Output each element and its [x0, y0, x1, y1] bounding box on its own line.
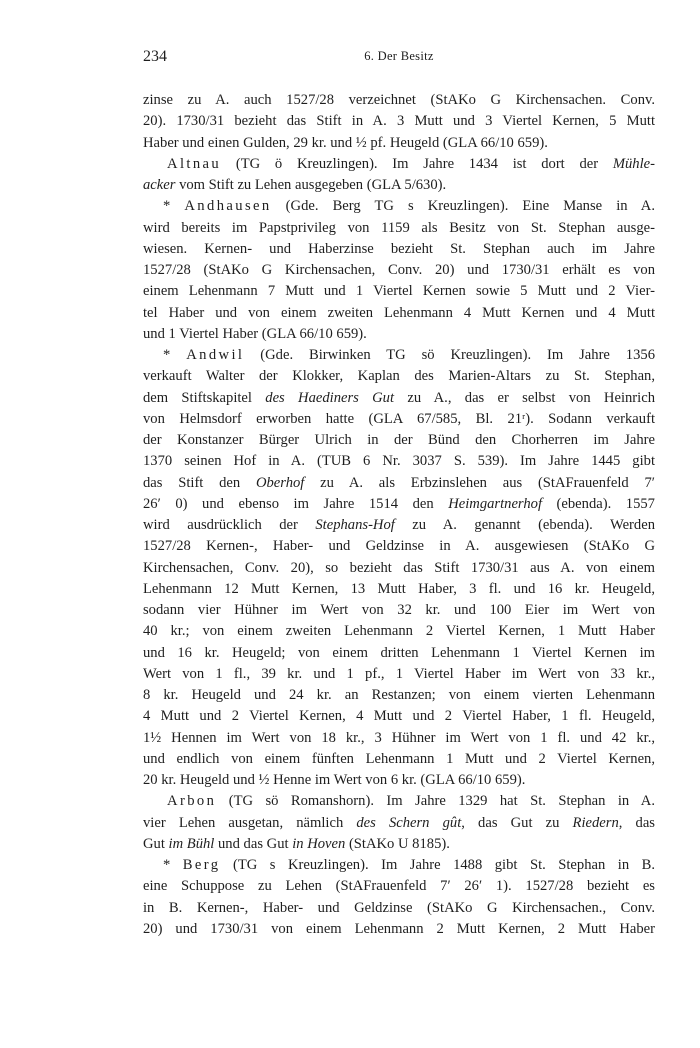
text-line: * Andhausen (Gde. Berg TG s Kreuzlingen). Eine Manse in A.	[163, 198, 655, 215]
text-line: 1370 seinen Hof in A. (TUB 6 Nr. 3037 S. 539). Im Jahre 1445 gibt	[143, 453, 655, 470]
text-line: 20). 1730/31 bezieht das Stift in A. 3 Mutt und 3 Viertel Kernen, 5 Mutt	[143, 113, 655, 130]
text-line: Haber und einen Gulden, 29 kr. und ½ pf. Heugeld (GLA 66/10 659).	[143, 134, 548, 151]
text-line: in B. Kernen-, Haber- und Geldzinse (StAKo G Kirchensachen., Conv.	[143, 899, 655, 916]
text-line: 20) und 1730/31 von einem Lehenmann 2 Mutt Kernen, 2 Mutt Haber	[143, 920, 655, 937]
text-line: wiesen. Kernen- und Haberzinse bezieht St. Stephan auch im Jahre	[143, 240, 655, 257]
text-line: 1527/28 (StAKo G Kirchensachen, Conv. 20) und 1730/31 erhält es von	[143, 262, 655, 278]
body-text	[143, 90, 655, 940]
text-line: eine Schuppose zu Lehen (StAFrauenfeld 7′ 26′ 1). 1527/28 bezieht es	[143, 878, 655, 895]
running-title: 6. Der Besitz	[364, 49, 434, 63]
text-line: Kirchensachen, Conv. 20), so bezieht das Stift 1730/31 aus A. von einem	[143, 559, 655, 576]
text-line: zinse zu A. auch 1527/28 verzeichnet (StAKo G Kirchensachen. Conv.	[143, 92, 655, 108]
text-line: acker vom Stift zu Lehen ausgegeben (GLA 5/630).	[143, 177, 447, 193]
text-line: 26′ 0) und ebenso im Jahre 1514 den Heimgartnerhof (ebenda). 1557	[143, 495, 655, 512]
text-line: der Konstanzer Bürger Ulrich in der Bünd den Chorherren im Jahre	[143, 432, 655, 448]
text-line: 1½ Hennen im Wert von 18 kr., 3 Hühner im Wert von 1 fl. und 42 kr.,	[143, 729, 655, 746]
text-line: dem Stiftskapitel des Haediners Gut zu A., das er selbst von Heinrich	[143, 389, 655, 406]
text-line: * Andwil (Gde. Birwinken TG sö Kreuzlingen). Im Jahre 1356	[163, 347, 655, 363]
text-line: Arbon (TG sö Romanshorn). Im Jahre 1329 hat St. Stephan in A.	[167, 793, 655, 810]
text-line: das Stift den Oberhof zu A. als Erbzinslehen aus (StAFrauenfeld 7′	[143, 474, 655, 491]
text-line: wird ausdrücklich der Stephans-Hof zu A. genannt (ebenda). Werden	[143, 517, 655, 533]
text-line: wird bereits im Papstprivileg von 1159 als Besitz von St. Stephan ausge-	[143, 219, 655, 236]
text-line: Altnau (TG ö Kreuzlingen). Im Jahre 1434 ist dort der Mühle-	[167, 155, 655, 172]
text-line: 1527/28 Kernen-, Haber- und Geldzinse in A. ausgewiesen (StAKo G	[143, 538, 655, 555]
text-line: 4 Mutt und 2 Viertel Kernen, 4 Mutt und 2 Viertel Haber, 1 fl. Heugeld,	[143, 708, 655, 725]
text-line: vier Lehen ausgetan, nämlich des Schern gût, das Gut zu Riedern, das	[143, 814, 655, 831]
text-line: sodann vier Hühner im Wert von 32 kr. und 100 Eier im Wert von	[143, 602, 655, 618]
page-header	[143, 48, 655, 72]
text-line: 8 kr. Heugeld und 24 kr. an Restanzen; von einem vierten Lehenmann	[143, 687, 655, 703]
text-line: * Berg (TG s Kreuzlingen). Im Jahre 1488 gibt St. Stephan in B.	[163, 857, 655, 873]
text-line: und endlich von einem fünften Lehenmann 1 Mutt und 2 Viertel Kernen,	[143, 750, 655, 767]
text-line: einem Lehenmann 7 Mutt und 1 Viertel Kernen sowie 5 Mutt und 2 Vier-	[143, 283, 655, 300]
text-line: Gut im Bühl und das Gut in Hoven (StAKo U 8185).	[143, 835, 450, 852]
text-line: Lehenmann 12 Mutt Kernen, 13 Mutt Haber, 3 fl. und 16 kr. Heugeld,	[143, 580, 655, 597]
text-line: und 1 Viertel Haber (GLA 66/10 659).	[143, 325, 367, 342]
text-line: 20 kr. Heugeld und ½ Henne im Wert von 6 kr. (GLA 66/10 659).	[143, 772, 526, 788]
text-line: tel Haber und von einem zweiten Lehenmann 4 Mutt Kernen und 4 Mutt	[143, 304, 655, 321]
text-line: und 16 kr. Heugeld; von einem dritten Lehenmann 1 Viertel Kernen im	[143, 644, 655, 661]
page-number: 234	[143, 48, 167, 65]
text-line: verkauft Walter der Klokker, Kaplan des Marien-Altars zu St. Stephan,	[143, 368, 655, 385]
text-line: von Helmsdorf erworben hatte (GLA 67/585, Bl. 21ʳ). Sodann verkauft	[143, 410, 655, 427]
text-line: Wert von 1 fl., 39 kr. und 1 pf., 1 Viertel Haber im Wert von 33 kr.,	[143, 665, 655, 682]
text-line: 40 kr.; von einem zweiten Lehenmann 2 Viertel Kernen, 1 Mutt Haber	[143, 623, 655, 640]
